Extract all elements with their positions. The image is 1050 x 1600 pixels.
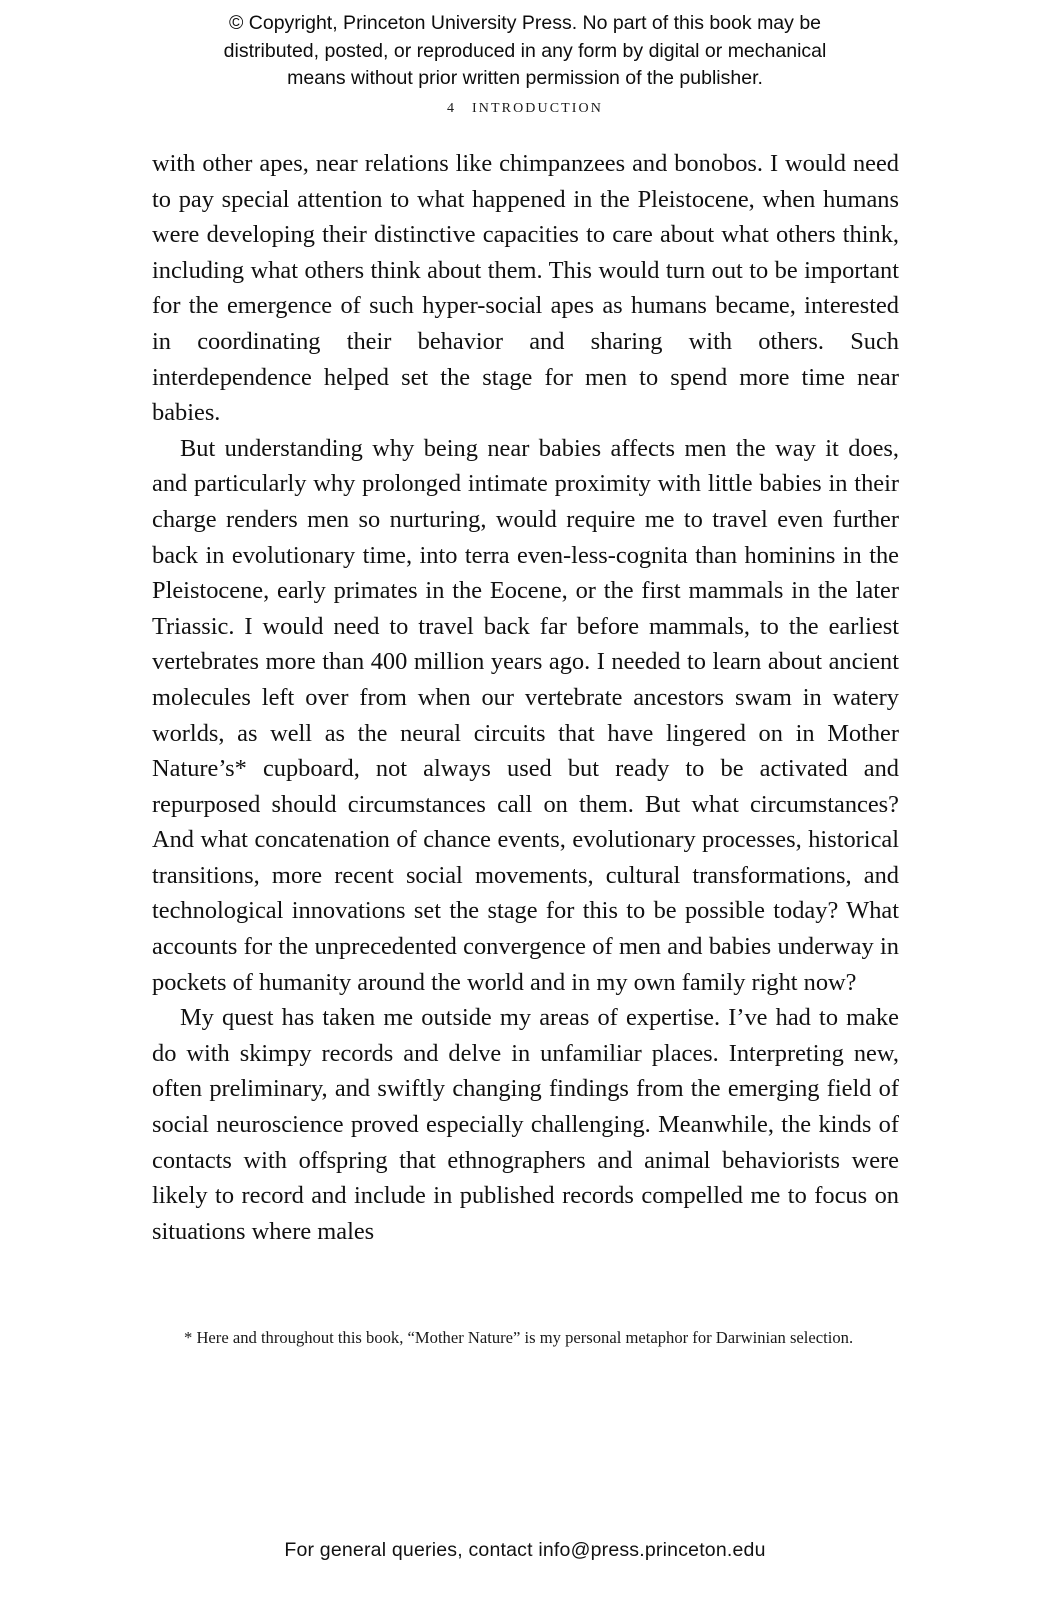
footnote (152, 1325, 899, 1351)
copyright-line-1: © Copyright, Princeton University Press. No part of this book may be (228, 12, 822, 34)
paragraph-2: But understanding why being near babies affects men the way it does, and particularly why prolonged intimate proximity with little babies in their charge renders men so nurturing, would require me to travel even further back in evolutionary time, into terra even-less-cognita than hominins in the Pleistocene, early primates in the Eocene, or the first mammals in the later Triassic. I would need to travel back far before mammals, to the earliest vertebrates more than 400 million years ago. I needed to learn about ancient molecules left over from when our vertebrate ancestors swam in watery worlds, as well as the neural circuits that have lingered on in Mother Nature’s* cupboard, not always used but ready to be activated and repurposed should circumstances call on them. But what circumstances? And what concatenation of chance events, evolutionary processes, historical transitions, more recent social movements, cultural transformations, and technological innovations set the stage for this to be possible today? What accounts for the unprecedented convergence of men and babies underway in pockets of humanity around the world and in my own family right now? (152, 434, 899, 996)
body-text (152, 146, 899, 1249)
footnote-text: * Here and throughout this book, “Mother Nature” is my personal metaphor for Darwinian selection. (184, 1328, 854, 1347)
paragraph-3: My quest has taken me outside my areas of expertise. I’ve had to make do with skimpy records and delve in unfamiliar places. Interpreting new, often preliminary, and swiftly changing findings from the emerging field of social neuroscience proved especially challenging. Meanwhile, the kinds of contacts with offspring that ethnographers and animal behaviorists were likely to record and include in published records compelled me to focus on situations where males (152, 1004, 899, 1245)
copyright-line-3: means without prior written permission of the publisher. (287, 67, 763, 90)
running-head (0, 101, 1050, 117)
running-head-title: INTRODUCTION (472, 101, 603, 116)
footer-queries: For general queries, contact info@press.princeton.edu (284, 1539, 766, 1561)
page-number: 4 (447, 101, 455, 116)
copyright-notice (0, 10, 1050, 93)
paragraph-1: with other apes, near relations like chimpanzees and bonobos. I would need to pay special attention to what happened in the Pleistocene, when humans were developing their distinctive capacities to care about what others think, including what others think about them. This would turn out to be important for the emergence of such hyper-social apes as humans became, interested in coordinating their behavior and sharing with others. Such interdependence helped set the stage for men to spend more time near babies. (152, 150, 899, 427)
copyright-line-2: distributed, posted, or reproduced in any form by digital or mechanical (223, 39, 827, 62)
